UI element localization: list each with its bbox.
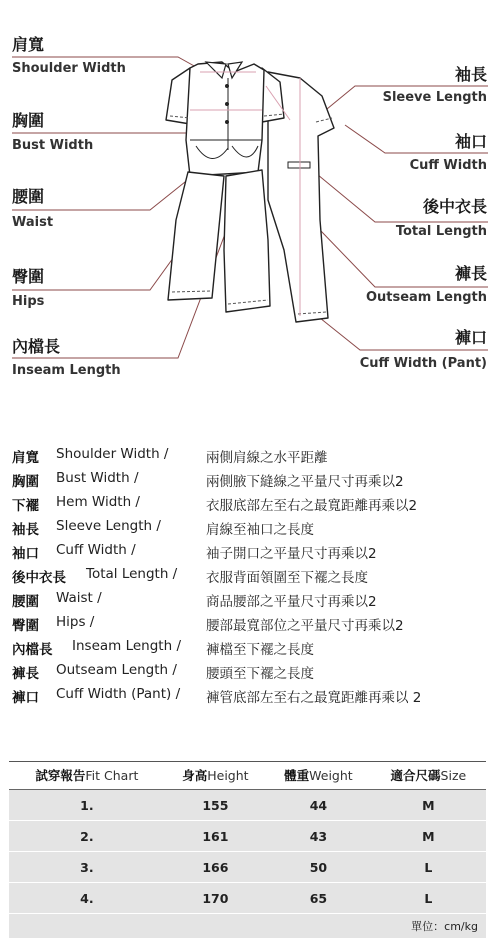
outseam-zh-label: 褲長 <box>454 264 487 283</box>
legend-row <box>12 566 492 590</box>
fit-row-size: M <box>371 790 486 821</box>
legend-term-en: Inseam Length / <box>72 638 181 654</box>
legend-description: 腰部最寬部位之平量尺寸再乘以2 <box>206 618 404 634</box>
fit-chart-header-height: 身高Height <box>165 761 266 790</box>
total-en-label: Total Length <box>395 224 487 239</box>
inseam-en-label: Inseam Length <box>12 363 121 378</box>
hips-zh-label: 臀圍 <box>12 267 45 286</box>
shoulder-en-label: Shoulder Width <box>12 61 126 76</box>
legend-term-zh: 內檔長 <box>12 642 53 658</box>
fit-row-number: 3. <box>9 852 165 883</box>
fit-chart-header-row <box>9 761 486 790</box>
legend-row <box>12 494 492 518</box>
fit-row-height: 166 <box>165 852 266 883</box>
legend-term-zh: 胸圍 <box>12 474 39 490</box>
legend-row <box>12 518 492 542</box>
legend-row <box>12 590 492 614</box>
legend-row <box>12 662 492 686</box>
measurement-legend <box>12 446 492 710</box>
inseam-zh-label: 內檔長 <box>12 337 61 356</box>
fit-row-weight: 44 <box>266 790 371 821</box>
fit-chart-unit: 單位：cm/kg <box>9 914 486 939</box>
fit-row-number: 1. <box>9 790 165 821</box>
fit-chart-row <box>9 790 486 821</box>
legend-description: 衣服底部左至右之最寬距離再乘以2 <box>206 498 418 514</box>
legend-term-en: Hem Width / <box>56 494 140 510</box>
legend-description: 腰頭至下襬之長度 <box>206 666 314 682</box>
outseam-en-label: Outseam Length <box>365 290 487 305</box>
legend-term-en: Outseam Length / <box>56 662 177 678</box>
legend-row <box>12 638 492 662</box>
sleeve-zh-label: 袖長 <box>454 65 487 84</box>
legend-description: 褲管底部左至右之最寬距離再乘以 2 <box>206 690 422 706</box>
pantcuff-zh-label: 褲口 <box>454 328 487 347</box>
cuff-zh-label: 袖口 <box>454 132 487 151</box>
legend-row <box>12 614 492 638</box>
sleeve-en-label: Sleeve Length <box>382 90 487 105</box>
legend-description: 肩線至袖口之長度 <box>206 522 314 538</box>
legend-description: 褲檔至下襬之長度 <box>206 642 314 658</box>
fit-chart-row <box>9 821 486 852</box>
fit-chart-header-size: 適合尺碼Size <box>371 761 486 790</box>
legend-row <box>12 446 492 470</box>
legend-term-zh: 褲長 <box>12 666 39 682</box>
bust-en-label: Bust Width <box>12 138 94 153</box>
fit-chart-row <box>9 852 486 883</box>
pantcuff-en-label: Cuff Width (Pant) <box>359 356 487 371</box>
waist-en-label: Waist <box>12 215 54 230</box>
legend-term-en: Cuff Width / <box>56 542 136 558</box>
legend-term-en: Bust Width / <box>56 470 139 486</box>
legend-description: 兩側腋下縫線之平量尺寸再乘以2 <box>206 474 404 490</box>
fit-row-size: L <box>371 852 486 883</box>
fit-chart-row <box>9 883 486 914</box>
waist-zh-label: 腰圍 <box>12 187 45 206</box>
legend-term-zh: 腰圍 <box>12 594 39 610</box>
legend-row <box>12 542 492 566</box>
legend-term-en: Waist / <box>56 590 102 606</box>
legend-description: 衣服背面領圍至下襬之長度 <box>206 570 368 586</box>
legend-term-en: Shoulder Width / <box>56 446 169 462</box>
fit-row-weight: 50 <box>266 852 371 883</box>
legend-term-en: Total Length / <box>86 566 178 582</box>
fit-row-number: 2. <box>9 821 165 852</box>
legend-term-zh: 臀圍 <box>12 618 39 634</box>
fit-row-height: 155 <box>165 790 266 821</box>
legend-term-en: Hips / <box>56 614 95 630</box>
legend-term-zh: 肩寬 <box>12 450 39 466</box>
fit-chart-unit-row <box>9 914 486 939</box>
fit-row-weight: 43 <box>266 821 371 852</box>
legend-row <box>12 686 492 710</box>
fit-row-height: 170 <box>165 883 266 914</box>
fit-row-height: 161 <box>165 821 266 852</box>
legend-description: 兩側肩線之水平距離 <box>206 450 328 466</box>
fit-chart-table <box>9 761 486 938</box>
fit-chart-header-weight: 體重Weight <box>266 761 371 790</box>
legend-term-en: Sleeve Length / <box>56 518 161 534</box>
hips-en-label: Hips <box>12 294 45 309</box>
shoulder-zh-label: 肩寬 <box>12 35 45 54</box>
legend-term-zh: 褲口 <box>12 690 39 706</box>
fit-row-size: L <box>371 883 486 914</box>
legend-term-zh: 袖口 <box>12 546 39 562</box>
fit-row-size: M <box>371 821 486 852</box>
cuff-en-label: Cuff Width <box>409 158 487 173</box>
legend-description: 商品腰部之平量尺寸再乘以2 <box>206 594 377 610</box>
bust-zh-label: 胸圍 <box>12 111 45 130</box>
fit-row-weight: 65 <box>266 883 371 914</box>
legend-description: 袖子開口之平量尺寸再乘以2 <box>206 546 377 562</box>
legend-row <box>12 470 492 494</box>
legend-term-zh: 袖長 <box>12 522 39 538</box>
fit-chart-header-report: 試穿報告Fit Chart <box>9 761 165 790</box>
legend-term-zh: 下襬 <box>12 498 39 514</box>
fit-chart-top-rule <box>9 761 486 762</box>
legend-term-zh: 後中衣長 <box>12 570 66 586</box>
legend-term-en: Cuff Width (Pant) / <box>56 686 181 702</box>
fit-row-number: 4. <box>9 883 165 914</box>
total-zh-label: 後中衣長 <box>422 197 487 216</box>
